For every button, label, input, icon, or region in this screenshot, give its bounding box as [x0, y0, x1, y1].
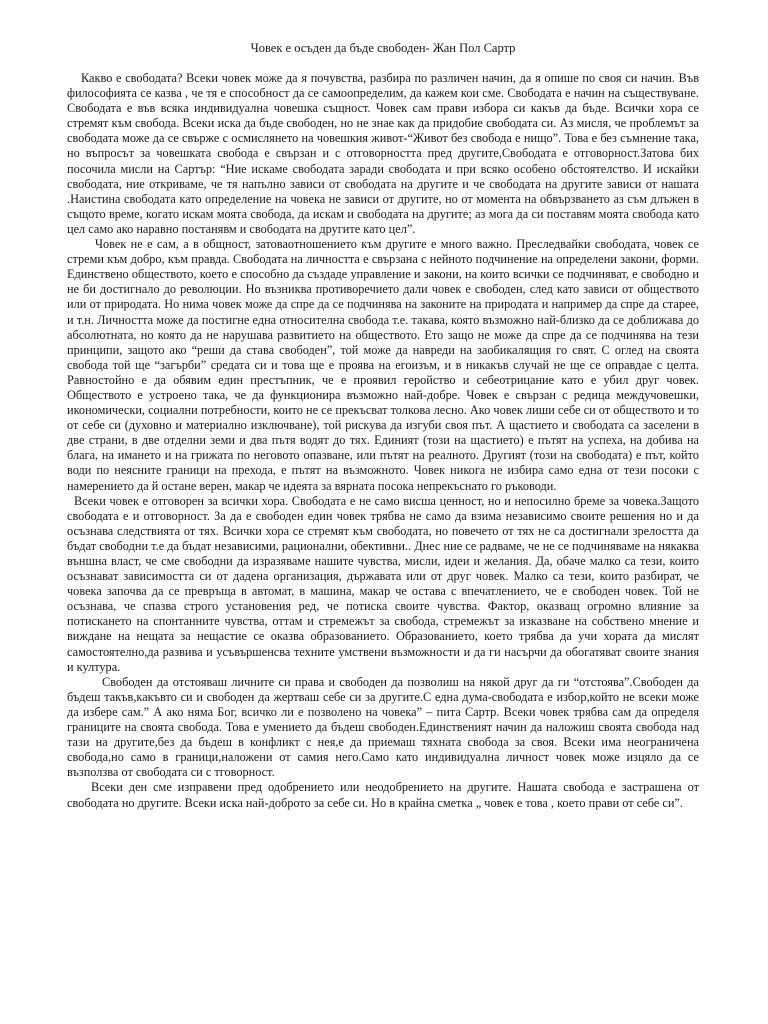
paragraph-4: Свободен да отстояваш личните си права и свободен да позволиш на някой друг да ги “отстоява”.Свободен да бъдеш такъв,какъвто си и свободен да жертваш себе си за другите.С една дума-свободата е избор,който не всеки може да избере сам.” А ако няма Бог, всичко ли е позволено на човека” – пита Сартр. Всеки човек трябва сам да определя границите на своята свобода. Това е умението да бъдеш свободен.Единственият начин да наложиш своята свобода над тази на другите,без да бъдеш в конфликт с нея,е да приемаш тяхната свобода за своя. Всеки има неограничена свобода,но само в граници,наложени от самия него.Само като индивидуална личност човек може изцяло да се възползва от свободата си с тговорност. — [67, 674, 699, 780]
paragraph-1: Какво е свободата? Всеки човек може да я почувства, разбира по различен начин, да я опише по своя си начин. Във философията се казва , че тя е способност да се самоопределим, да кажем кои сме. Свободата е начин на съществуване. Свободата е във всяка индивидуална човешка същност. Човек сам прави избора си какъв да бъде. Всички хора се стремят към свобода. Всеки иска да бъде свободен, но не знае как да придобие свободата си. Аз мисля, че проблемът за свободата може да се свърже с осмислянето на човешкия живот-“Живот без свобода е нищо”. Това е без съмнение така, но въпросът за човешката свобода е свързан и с отговорността пред другите,Свободата е отговорност.Затова бих посочила мисли на Сартър: “Ние искаме свободата заради свободата и при всяко особено обстоятелство. И искайки свободата, ние откриваме, че тя напълно зависи от свободата на другите и че свободата на другите зависи от нашата .Наистина свободата като определение на човека не зависи от другите, но от момента на обвързването аз съм длъжен в същото време, когато искам моята свобода, да искам и свободата на другите; аз мога да си поставям моята свобода като цел само ако наравно постанявм и свободата на другите като цел”. — [67, 71, 699, 236]
document-title: Човек е осъден да бъде свободен- Жан Пол Сартр — [250, 41, 516, 55]
paragraph-5: Всеки ден сме изправени пред одобрението или неодобрението на другите. Нашата свобода е застрашена от свободата но другите. Всеки иска най-доброто за себе си. Но в крайна сметка „ човек е това , което прави от себе си”. — [67, 780, 699, 810]
paragraph-3: Всеки човек е отговорен за всички хора. Свободата е не само висша ценност, но и непосилно бреме за човека.Защото свободата е и отговорност. За да е свободен един човек трябва не само да взима независимо своите решения но и да осъзнава следствията от тях. Всички хора се стремят към свободата, но повечето от тях не са достигнали зрелостта да бъдат свободни т.е да бъдат независими, рационални, обективни.. Днес ние се радваме, че не се подчиняваме на някаква външна власт, че сме свободни да изразяваме нашите чувства, мисли, идеи и желания. Да, обаче малко са тези, които осъзнават зависимостта си от дадена организация, държавата или от друг човек. Малко са тези, които разбират, че човека започва да се превръща в автомат, в машина, макар че остава с впечатлението, че е свободен човек. Той не осъзнава, че спазва строго установения ред, че потиска своите чувства. Фактор, оказващ огромно влияние за потискането на спонтанните чувства, оттам и стремежът за свобода, стремежът за изказване на собствено мнение и виждане на нещата за нещастие се оказва образованието. Образованието, което трябва да учи хората да мислят самостоятелно,да развива и усъвършенсва техните умствени възможности и да ги насърчи да обогатяват своите знания и култура. — [67, 493, 699, 674]
document-page — [67, 40, 699, 811]
paragraph-2: Човек не е сам, а в общност, затоваотношението към другите е много важно. Преследвайки свободата, човек се стреми към добро, към правда. Свободата на личността е свързана с нейното подчинение на определени закони, форми. Единствено обществото, което е способно да създаде управление и закони, на които всички се подчиняват, е свободно и не би достигнало до революции. Но възниква противоречието дали човек е свободен, след като зависи от обществото или от природата. Но нима човек може да спре да се подчинява на законите на природата и например да спре да старее, и т.н. Личността може да постигне една относителна свобода т.е. такава, която възможно най-близко да се доближава до абсолютната, но която да не нарушава развитието на обществото. Ето защо не може да спре да се подчинява на тези принципи, защото ако “реши да става свободен”, той може да навреди на заобикалящия го свят. С оглед на своята свобода той ще “загърби” средата си и това ще е проява на егоизъм, и в никакъв случай не ще се оправдае с целта. Равностойно е да обявим един престъпник, че е проявил геройство и себеотрицание като е убил друг човек. Обществото е устроено така, че да функционира възможно най-добре. Човек е свързан с редица междучовешки, икономически, социални потребности, които не се прекъсват толкова лесно. Ако човек лиши себе си от обществото и то от себе си (духовно и материално изключване), той рискува да изгуби своя път. А щастието и свободата са заселени в две страни, в две отделни земи и два пътя водят до тях. Единият (този на щастието) е пътят на успеха, на добива на блага, на имането и на грижата по неговото опазване, или пътят на реалното. Другият (този на свободата) е път, който води по неясните граници на прехода, е пътят на възможното. Човек никога не избира само една от тези посоки с намерението да й остане верен, макар че идеята за вярната посока непрекъснато го ръководи. — [67, 237, 699, 493]
